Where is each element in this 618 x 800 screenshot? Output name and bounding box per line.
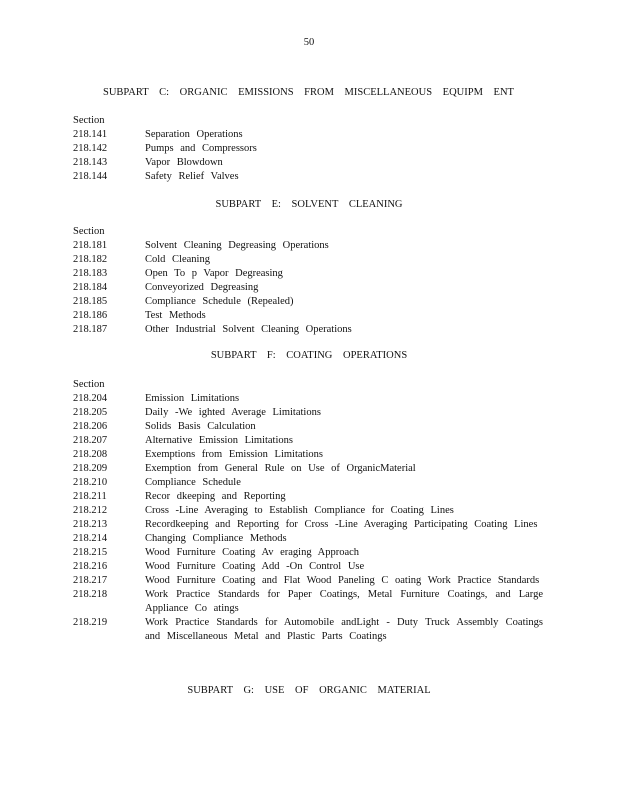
section-row (73, 462, 543, 476)
section-row (73, 588, 543, 616)
section-label: Section (73, 379, 105, 390)
section-row (73, 267, 543, 281)
section-title: Recordkeeping and Reporting for Cross -Line Averaging Participating Coating Lines (145, 519, 538, 530)
section-title: Changing Compliance Methods (145, 533, 287, 544)
section-row (73, 392, 543, 406)
section-number: 218.212 (73, 505, 108, 516)
section-title: Exemption from General Rule on Use of OrganicMaterial (145, 463, 416, 474)
section-row (73, 239, 543, 253)
section-row (73, 574, 543, 588)
section-number: 218.144 (73, 171, 108, 182)
subpart-e-section-list (73, 225, 543, 337)
subpart-c-section-list (73, 114, 543, 184)
section-title: Vapor Blowdown (145, 157, 223, 168)
section-title: Wood Furniture Coating Add -On Control Use (145, 561, 365, 572)
section-title: Safety Relief Valves (145, 171, 239, 182)
section-number: 218.143 (73, 157, 108, 168)
section-title: Conveyorized Degreasing (145, 282, 259, 293)
section-number: 218.213 (73, 519, 108, 530)
section-title: Separation Operations (145, 129, 243, 140)
section-number: 218.185 (73, 296, 108, 307)
section-row (73, 476, 543, 490)
section-number: 218.210 (73, 477, 108, 488)
section-number: 218.217 (73, 575, 108, 586)
section-row (73, 616, 543, 644)
section-number: 218.184 (73, 282, 108, 293)
section-number: 218.204 (73, 393, 108, 404)
section-row (73, 448, 543, 462)
section-number: 218.183 (73, 268, 108, 279)
section-title: Cold Cleaning (145, 254, 210, 265)
section-title: Recor dkeeping and Reporting (145, 491, 286, 502)
page-number: 50 (303, 37, 315, 48)
section-row (73, 434, 543, 448)
section-title: Daily -We ighted Average Limitations (145, 407, 321, 418)
section-title: Wood Furniture Coating Av eraging Approach (145, 547, 360, 558)
section-title: Other Industrial Solvent Cleaning Operations (145, 324, 352, 335)
section-number: 218.215 (73, 547, 108, 558)
section-row (73, 406, 543, 420)
section-number: 218.214 (73, 533, 108, 544)
section-row (73, 309, 543, 323)
section-row (73, 170, 543, 184)
section-row (73, 323, 543, 337)
section-number: 218.205 (73, 407, 108, 418)
section-row (73, 253, 543, 267)
section-title: Compliance Schedule (145, 477, 241, 488)
section-title: Work Practice Standards for Automobile andLight - Duty Truck Assembly Coatings and Miscellaneous Metal and Plastic Parts Coatings (145, 617, 543, 642)
section-number: 218.142 (73, 143, 108, 154)
section-title: Compliance Schedule (Repealed) (145, 296, 294, 307)
section-number: 218.209 (73, 463, 108, 474)
section-row (73, 490, 543, 504)
section-row (73, 128, 543, 142)
subpart-f-heading: SUBPART F: COATING OPERATIONS (210, 350, 408, 361)
section-number: 218.216 (73, 561, 108, 572)
section-number: 218.218 (73, 589, 108, 600)
section-title: Emission Limitations (145, 393, 240, 404)
subpart-f-section-list (73, 378, 543, 644)
subpart-c-heading: SUBPART C: ORGANIC EMISSIONS FROM MISCELLANEOUS EQUIPM ENT (103, 87, 514, 98)
section-number: 218.206 (73, 421, 108, 432)
section-row (73, 560, 543, 574)
section-number: 218.186 (73, 310, 108, 321)
section-title: Cross -Line Averaging to Establish Compliance for Coating Lines (145, 505, 454, 516)
section-number: 218.219 (73, 617, 108, 628)
section-row (73, 142, 543, 156)
section-row (73, 546, 543, 560)
section-row (73, 420, 543, 434)
section-row (73, 156, 543, 170)
section-title: Solids Basis Calculation (145, 421, 256, 432)
section-number: 218.187 (73, 324, 108, 335)
section-number: 218.208 (73, 449, 108, 460)
section-row (73, 532, 543, 546)
section-row (73, 518, 543, 532)
section-number: 218.207 (73, 435, 108, 446)
subpart-g-heading: SUBPART G: USE OF ORGANIC MATERIAL (187, 685, 431, 696)
section-number: 218.181 (73, 240, 108, 251)
section-title: Open To p Vapor Degreasing (145, 268, 283, 279)
subpart-e-heading: SUBPART E: SOLVENT CLEANING (215, 199, 403, 210)
section-row (73, 295, 543, 309)
section-title: Wood Furniture Coating and Flat Wood Paneling C oating Work Practice Standards (145, 575, 540, 586)
section-number: 218.141 (73, 129, 108, 140)
section-title: Exemptions from Emission Limitations (145, 449, 323, 460)
section-number: 218.182 (73, 254, 108, 265)
section-row (73, 504, 543, 518)
section-title: Pumps and Compressors (145, 143, 257, 154)
section-label: Section (73, 226, 105, 237)
section-title: Alternative Emission Limitations (145, 435, 293, 446)
section-title: Test Methods (145, 310, 206, 321)
section-title: Work Practice Standards for Paper Coatings, Metal Furniture Coatings, and Large Appliance Co atings (145, 589, 543, 614)
section-title: Solvent Cleaning Degreasing Operations (145, 240, 329, 251)
section-label: Section (73, 115, 105, 126)
section-number: 218.211 (73, 491, 107, 502)
section-row (73, 281, 543, 295)
